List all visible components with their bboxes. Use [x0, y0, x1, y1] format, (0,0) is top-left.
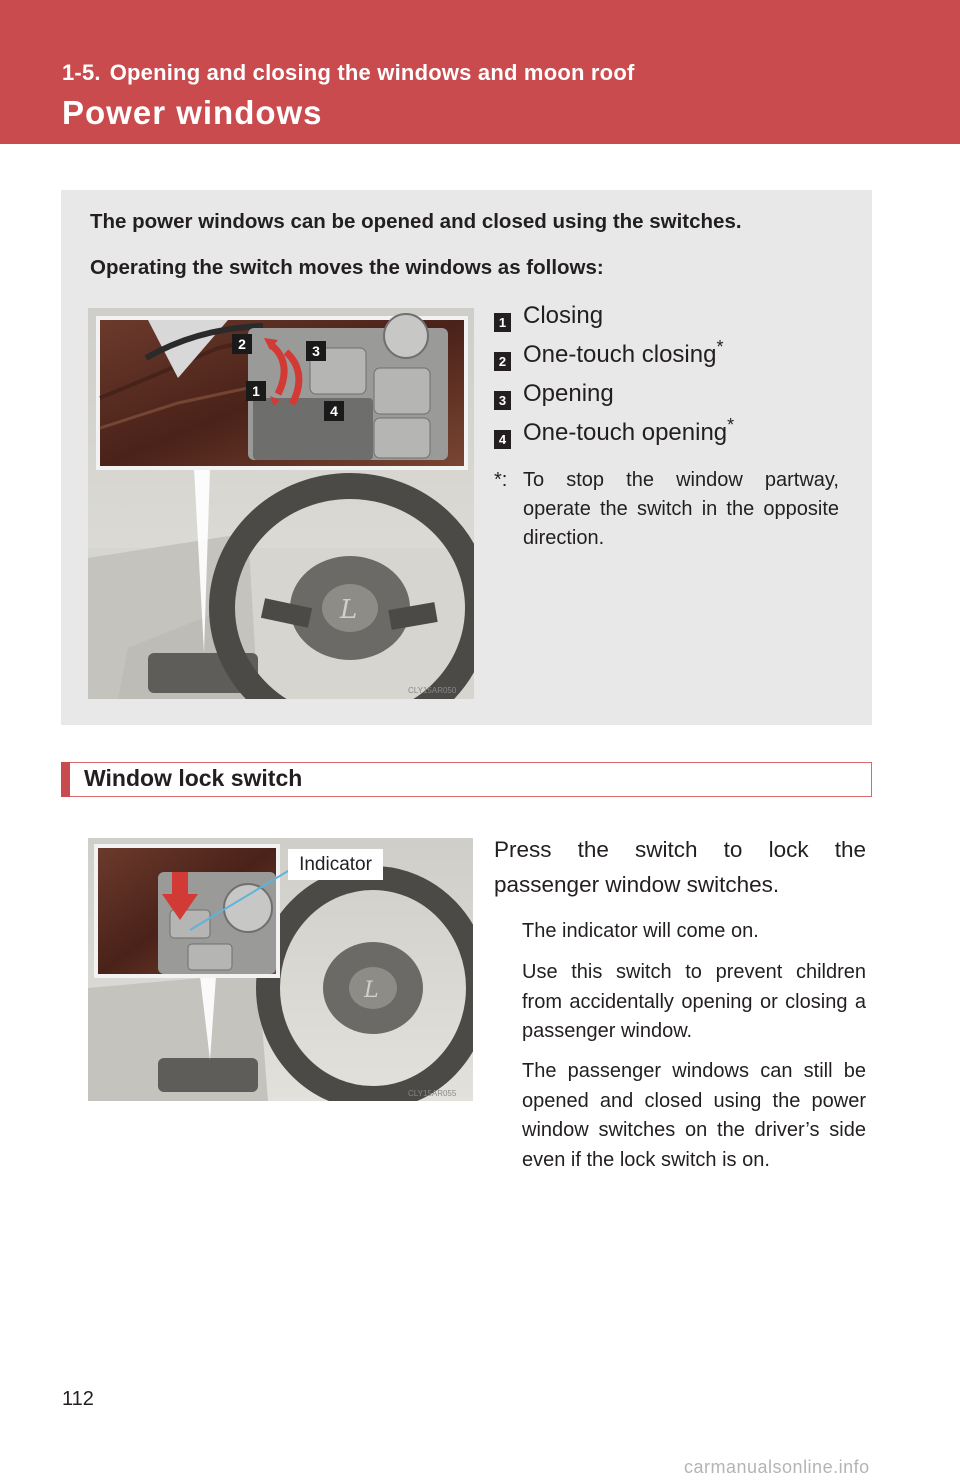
footnote	[494, 466, 839, 553]
svg-text:L: L	[340, 595, 358, 625]
svg-text:CLY15AR055: CLY15AR055	[408, 1089, 457, 1098]
window-lock-heading	[61, 762, 872, 797]
section-reference	[62, 60, 634, 86]
legend-item-one-touch-closing	[494, 337, 854, 380]
page-header	[0, 0, 960, 144]
heading-accent-bar	[61, 762, 70, 797]
svg-text:4: 4	[330, 403, 338, 419]
footnote-mark: *	[716, 337, 724, 357]
window-lock-instruction: Press the switch to lock the passenger window switches.	[494, 837, 866, 897]
legend-item-opening	[494, 380, 854, 419]
svg-text:CLY15AR050: CLY15AR050	[408, 686, 457, 695]
window-lock-illustration	[88, 838, 473, 1101]
legend-item-one-touch-opening	[494, 415, 854, 458]
footnote-text: To stop the window partway, operate the switch in the opposite direction.	[523, 469, 839, 549]
svg-text:2: 2	[238, 336, 246, 352]
footnote-mark: *	[727, 415, 735, 435]
intro-line-1: The power windows can be opened and closed using the switches.	[90, 210, 742, 233]
page-number: 112	[62, 1388, 94, 1410]
page-title: Power windows	[62, 94, 323, 131]
watermark: carmanualsonline.info	[684, 1457, 870, 1477]
footnote-marker: *:	[494, 469, 508, 491]
legend-label: One-touch closing	[523, 341, 717, 368]
section-number: 1-5.	[62, 60, 101, 85]
intro-line-2: Operating the switch moves the windows as follows:	[90, 256, 604, 279]
svg-text:1: 1	[252, 383, 260, 399]
indicator-callout: Indicator	[288, 849, 383, 880]
legend-item-closing	[494, 302, 854, 341]
legend-label: One-touch opening	[523, 419, 728, 446]
legend-list	[494, 302, 854, 458]
svg-text:3: 3	[312, 343, 320, 359]
legend-label: Closing	[523, 302, 604, 329]
legend-number-badge: 2	[494, 352, 511, 371]
legend-number-badge: 4	[494, 430, 511, 449]
section-title: Opening and closing the windows and moon roof	[109, 60, 635, 85]
legend-label: Opening	[523, 380, 614, 407]
legend-number-badge: 3	[494, 391, 511, 410]
svg-text:L: L	[364, 978, 379, 1003]
window-lock-note-3: The passenger windows can still be opened and closed using the power window switches on the driver’s side even if the lock switch is on.	[522, 1060, 866, 1171]
legend-number-badge: 1	[494, 313, 511, 332]
intro-box	[61, 190, 872, 725]
window-lock-heading-text: Window lock switch	[84, 765, 303, 791]
window-lock-note-2: Use this switch to prevent children from accidentally opening or closing a passenger window.	[522, 961, 866, 1042]
window-switch-illustration	[88, 308, 474, 699]
window-lock-note-1: The indicator will come on.	[522, 920, 759, 942]
